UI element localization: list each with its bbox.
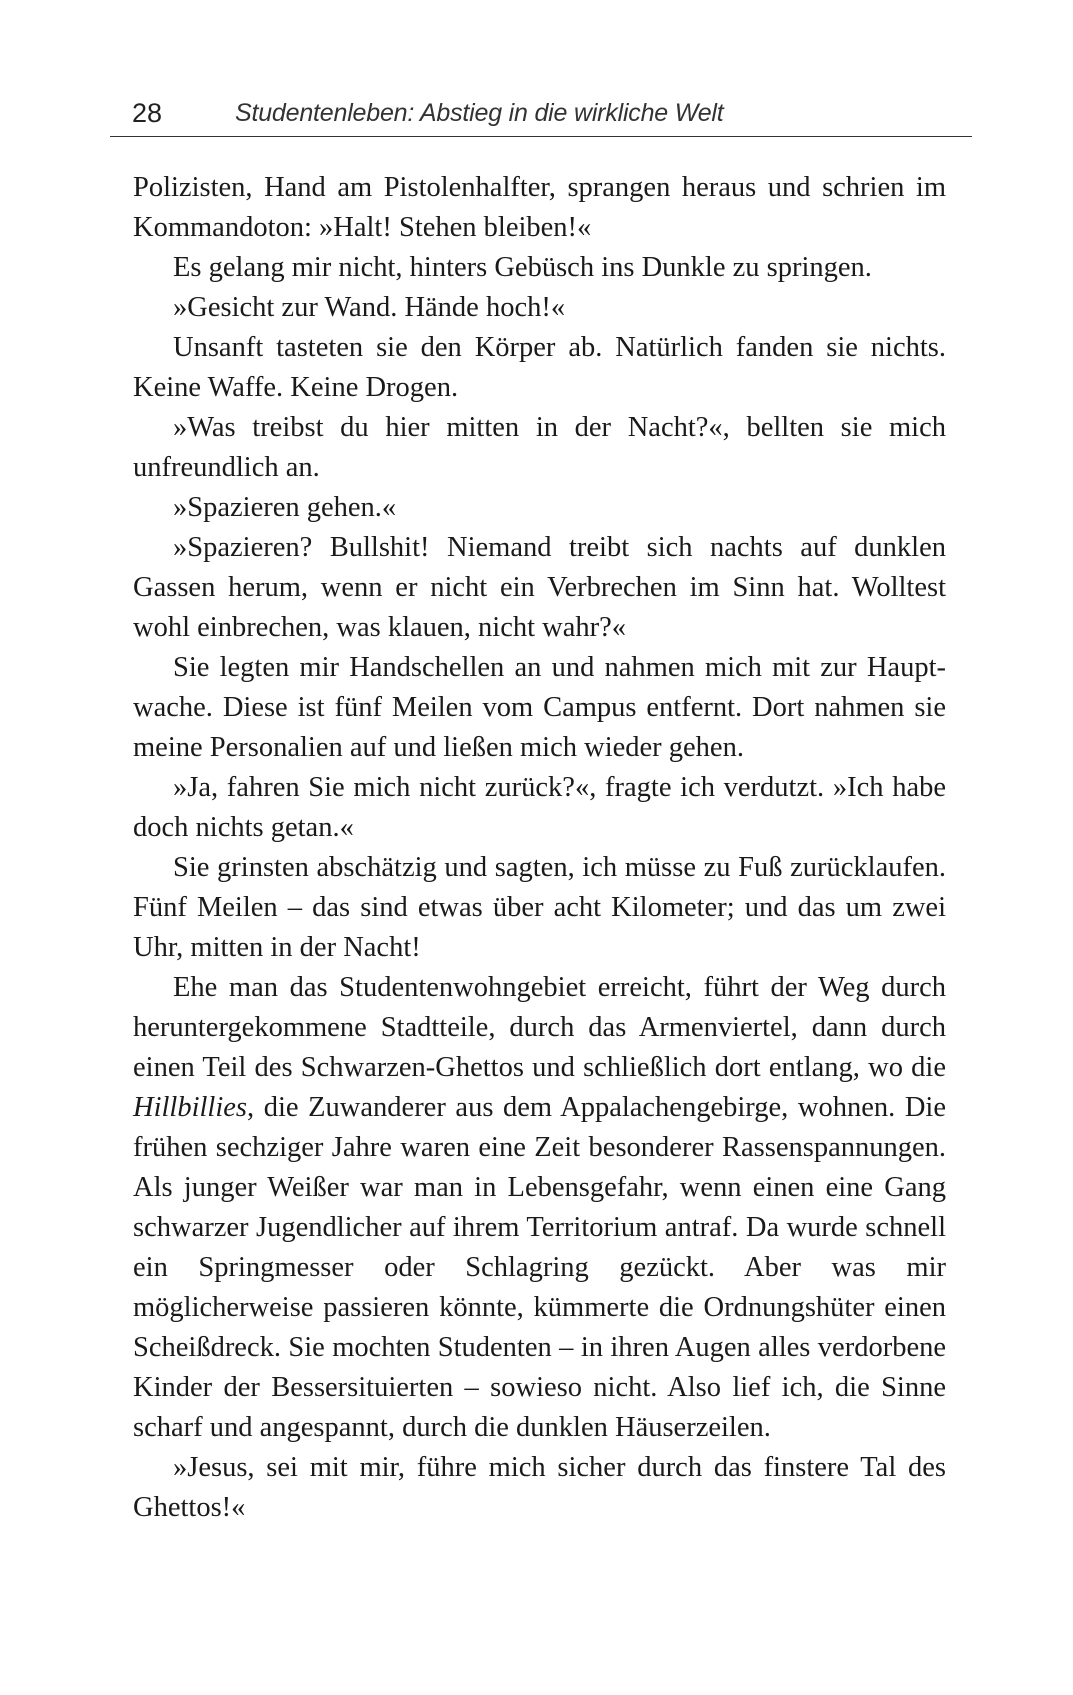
paragraph-with-italic [133,968,946,1448]
paragraph: »Gesicht zur Wand. Hände hoch!« [173,292,566,323]
paragraph: »Jesus, sei mit mir, führe mich sicher durch das finstere Tal des Ghettos!« [133,1452,946,1523]
paragraph-text: , die Zuwanderer aus dem Appalachengebirge, wohnen. Die frühen sechziger Jahre waren eine Zeit besonderer Rassenspannungen. Als junger Weißer war man in Lebensgefahr, wenn einen eine Gang schwarzer Jugendlicher auf ihrem Territorium antraf. Da wurde schnell ein Springmesser oder Schlagring gezückt. Aber was mir möglicherweise passieren könnte, kümmerte die Ordnungshüter einen Scheißdreck. Sie mochten Studenten – in ihren Augen alles verdorbene Kinder der Bessersituierten – sowieso nicht. Also lief ich, die Sinne scharf und angespannt, durch die dunklen Häuserzeilen. [133,1092,946,1443]
page-number: 28 [132,98,163,128]
paragraph: »Spazieren? Bullshit! Niemand treibt sich nachts auf dunklen Gassen herum, wenn er nicht ein Verbrechen im Sinn hat. Wolltest wohl einbrechen, was klauen, nicht wahr?« [133,532,946,643]
running-header [110,96,972,137]
paragraph: »Spazieren gehen.« [173,492,397,523]
paragraph: Sie grinsten abschätzig und sagten, ich müsse zu Fuß zurücklaufen. Fünf Meilen – das sind etwas über acht Kilometer; und das um zwei Uhr, mitten in der Nacht! [133,852,946,963]
paragraph: »Was treibst du hier mitten in der Nacht?«, bellten sie mich unfreundlich an. [133,412,946,483]
italic-term: Hillbillies [133,1092,247,1123]
paragraph: Sie legten mir Handschellen an und nahmen mich mit zur Hauptwache. Diese ist fünf Meilen vom Campus entfernt. Dort nahmen sie meine Personalien auf und ließen mich wieder gehen. [133,652,946,763]
paragraph-text: Ehe man das Studentenwohngebiet erreicht, führt der Weg durch heruntergekommene Stadtteile, durch das Armenviertel, dann durch einen Teil des Schwarzen-Ghettos und schließlich dort entlang, wo die [133,972,946,1083]
running-title: Studentenleben: Abstieg in die wirkliche Welt [235,99,724,127]
paragraph: »Ja, fahren Sie mich nicht zurück?«, fragte ich verdutzt. »Ich habe doch nichts getan.« [133,772,946,843]
paragraph: Es gelang mir nicht, hinters Gebüsch ins Dunkle zu springen. [173,252,872,283]
paragraph: Polizisten, Hand am Pistolenhalfter, sprangen heraus und schrien im Kommandoton: »Halt! Stehen bleiben!« [133,172,946,243]
paragraph: Unsanft tasteten sie den Körper ab. Natürlich fanden sie nichts. Keine Waffe. Keine Drogen. [133,332,946,403]
body-text [133,168,946,1528]
